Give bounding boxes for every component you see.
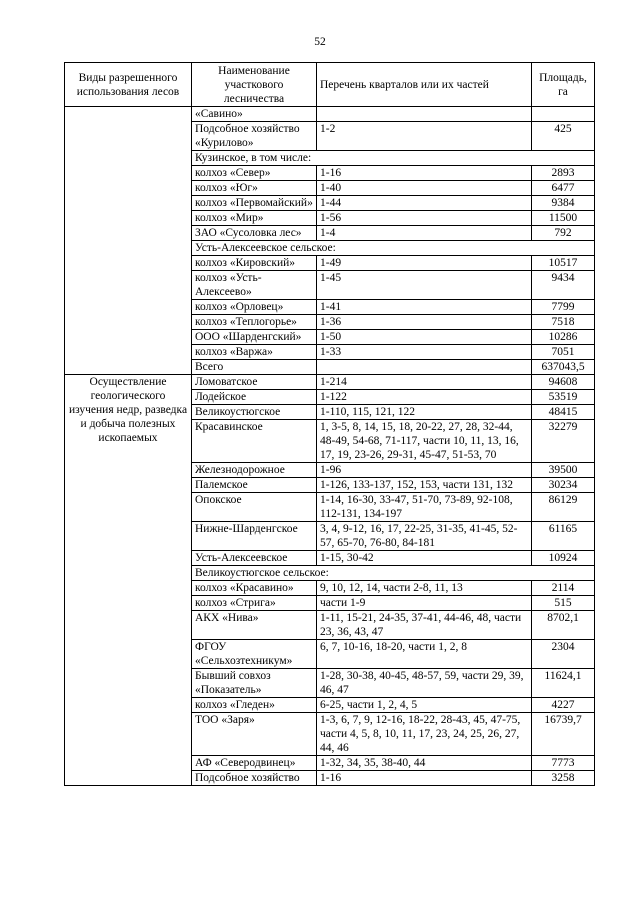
district-name-cell: колхоз «Теплогорье» <box>192 315 317 330</box>
subgroup-heading: Кузинское, в том числе: <box>192 151 595 166</box>
quarters-cell: 1-110, 115, 121, 122 <box>317 405 532 420</box>
quarters-cell <box>317 107 532 122</box>
quarters-cell: 1-45 <box>317 271 532 300</box>
area-cell: 6477 <box>532 181 595 196</box>
district-name-cell: Всего <box>192 360 317 375</box>
quarters-cell: 1-14, 16-30, 33-47, 51-70, 73-89, 92-108, 112-131, 134-197 <box>317 493 532 522</box>
area-cell: 86129 <box>532 493 595 522</box>
district-name-cell: колхоз «Кировский» <box>192 256 317 271</box>
quarters-cell: 1-50 <box>317 330 532 345</box>
table-row <box>65 375 595 390</box>
usage-category-cell: Осуществление геологического изучения недр, разведка и добыча полезных ископаемых <box>65 375 192 786</box>
quarters-cell: 1-3, 6, 7, 9, 12-16, 18-22, 28-43, 45, 47-75, части 4, 5, 8, 10, 11, 17, 23, 24, 25, 26, 27, 44, 46 <box>317 713 532 756</box>
district-name-cell: Палемское <box>192 478 317 493</box>
area-cell: 53519 <box>532 390 595 405</box>
quarters-cell: 1-2 <box>317 122 532 151</box>
quarters-cell: 1-56 <box>317 211 532 226</box>
area-cell: 11624,1 <box>532 669 595 698</box>
area-cell: 10517 <box>532 256 595 271</box>
quarters-cell: 1, 3-5, 8, 14, 15, 18, 20-22, 27, 28, 32-44, 48-49, 54-68, 71-117, части 10, 11, 13, 16, 17, 19, 23-26, 29-31, 45-47, 51-53, 70 <box>317 420 532 463</box>
district-name-cell: колхоз «Орловец» <box>192 300 317 315</box>
area-cell: 9434 <box>532 271 595 300</box>
district-name-cell: ТОО «Заря» <box>192 713 317 756</box>
page-number: 52 <box>314 36 326 48</box>
district-name-cell: колхоз «Мир» <box>192 211 317 226</box>
quarters-cell: 1-41 <box>317 300 532 315</box>
quarters-cell: 1-15, 30-42 <box>317 551 532 566</box>
district-name-cell: Нижне-Шарденгское <box>192 522 317 551</box>
area-cell: 10286 <box>532 330 595 345</box>
quarters-cell <box>317 360 532 375</box>
table-header-row <box>65 63 595 107</box>
area-cell: 9384 <box>532 196 595 211</box>
quarters-cell: 1-28, 30-38, 40-45, 48-57, 59, части 29, 39, 46, 47 <box>317 669 532 698</box>
quarters-cell: 1-49 <box>317 256 532 271</box>
area-cell: 637043,5 <box>532 360 595 375</box>
area-cell: 11500 <box>532 211 595 226</box>
quarters-cell: 6-25, части 1, 2, 4, 5 <box>317 698 532 713</box>
district-name-cell: колхоз «Красавино» <box>192 581 317 596</box>
district-name-cell: «Савино» <box>192 107 317 122</box>
district-name-cell: ФГОУ «Сельхозтехникум» <box>192 640 317 669</box>
district-name-cell: Железнодорожное <box>192 463 317 478</box>
district-name-cell: АФ «Северодвинец» <box>192 756 317 771</box>
district-name-cell: Красавинское <box>192 420 317 463</box>
area-cell: 39500 <box>532 463 595 478</box>
quarters-cell: 1-214 <box>317 375 532 390</box>
area-cell: 32279 <box>532 420 595 463</box>
district-name-cell: Лодейское <box>192 390 317 405</box>
header-quarters: Перечень кварталов или их частей <box>317 63 532 107</box>
district-name-cell: колхоз «Варжа» <box>192 345 317 360</box>
table-body <box>65 107 595 786</box>
area-cell: 7773 <box>532 756 595 771</box>
district-name-cell: колхоз «Север» <box>192 166 317 181</box>
district-name-cell: ООО «Шарденгский» <box>192 330 317 345</box>
area-cell: 7518 <box>532 315 595 330</box>
area-cell: 2114 <box>532 581 595 596</box>
district-name-cell: колхоз «Усть-Алексеево» <box>192 271 317 300</box>
area-cell: 4227 <box>532 698 595 713</box>
area-cell: 16739,7 <box>532 713 595 756</box>
area-cell: 48415 <box>532 405 595 420</box>
usage-cell-continued <box>65 107 192 375</box>
header-district: Наименование участкового лесничества <box>192 63 317 107</box>
quarters-cell: 1-44 <box>317 196 532 211</box>
area-cell: 61165 <box>532 522 595 551</box>
district-name-cell: Великоустюгское <box>192 405 317 420</box>
area-cell: 10924 <box>532 551 595 566</box>
district-name-cell: колхоз «Стрига» <box>192 596 317 611</box>
quarters-cell: 1-36 <box>317 315 532 330</box>
quarters-cell: 1-33 <box>317 345 532 360</box>
quarters-cell: 1-16 <box>317 771 532 786</box>
table-row <box>65 107 595 122</box>
area-cell: 2893 <box>532 166 595 181</box>
quarters-cell: 1-126, 133-137, 152, 153, части 131, 132 <box>317 478 532 493</box>
area-cell: 792 <box>532 226 595 241</box>
quarters-cell: 1-32, 34, 35, 38-40, 44 <box>317 756 532 771</box>
district-name-cell: Подсобное хозяйство <box>192 771 317 786</box>
subgroup-heading: Усть-Алексеевское сельское: <box>192 241 595 256</box>
district-name-cell: Ломоватское <box>192 375 317 390</box>
area-cell: 7051 <box>532 345 595 360</box>
subgroup-heading: Великоустюгское сельское: <box>192 566 595 581</box>
area-cell: 94608 <box>532 375 595 390</box>
area-cell: 2304 <box>532 640 595 669</box>
quarters-cell: 1-122 <box>317 390 532 405</box>
district-name-cell: Бывший совхоз «Показатель» <box>192 669 317 698</box>
district-name-cell: колхоз «Гледен» <box>192 698 317 713</box>
quarters-cell: части 1-9 <box>317 596 532 611</box>
area-cell <box>532 107 595 122</box>
quarters-cell: 1-4 <box>317 226 532 241</box>
area-cell: 3258 <box>532 771 595 786</box>
quarters-cell: 1-11, 15-21, 24-35, 37-41, 44-46, 48, части 23, 36, 43, 47 <box>317 611 532 640</box>
area-cell: 425 <box>532 122 595 151</box>
district-name-cell: АКХ «Нива» <box>192 611 317 640</box>
quarters-cell: 6, 7, 10-16, 18-20, части 1, 2, 8 <box>317 640 532 669</box>
forest-usage-table <box>64 62 595 786</box>
quarters-cell: 1-96 <box>317 463 532 478</box>
district-name-cell: колхоз «Юг» <box>192 181 317 196</box>
quarters-cell: 3, 4, 9-12, 16, 17, 22-25, 31-35, 41-45, 52-57, 65-70, 76-80, 84-181 <box>317 522 532 551</box>
district-name-cell: Подсобное хозяйство «Курилово» <box>192 122 317 151</box>
district-name-cell: колхоз «Первомайский» <box>192 196 317 211</box>
quarters-cell: 1-40 <box>317 181 532 196</box>
district-name-cell: Усть-Алексеевское <box>192 551 317 566</box>
district-name-cell: Опокское <box>192 493 317 522</box>
quarters-cell: 9, 10, 12, 14, части 2-8, 11, 13 <box>317 581 532 596</box>
district-name-cell: ЗАО «Сусоловка лес» <box>192 226 317 241</box>
header-usage: Виды разрешенного использования лесов <box>65 63 192 107</box>
area-cell: 515 <box>532 596 595 611</box>
area-cell: 7799 <box>532 300 595 315</box>
header-area: Площадь, га <box>532 63 595 107</box>
quarters-cell: 1-16 <box>317 166 532 181</box>
area-cell: 8702,1 <box>532 611 595 640</box>
area-cell: 30234 <box>532 478 595 493</box>
